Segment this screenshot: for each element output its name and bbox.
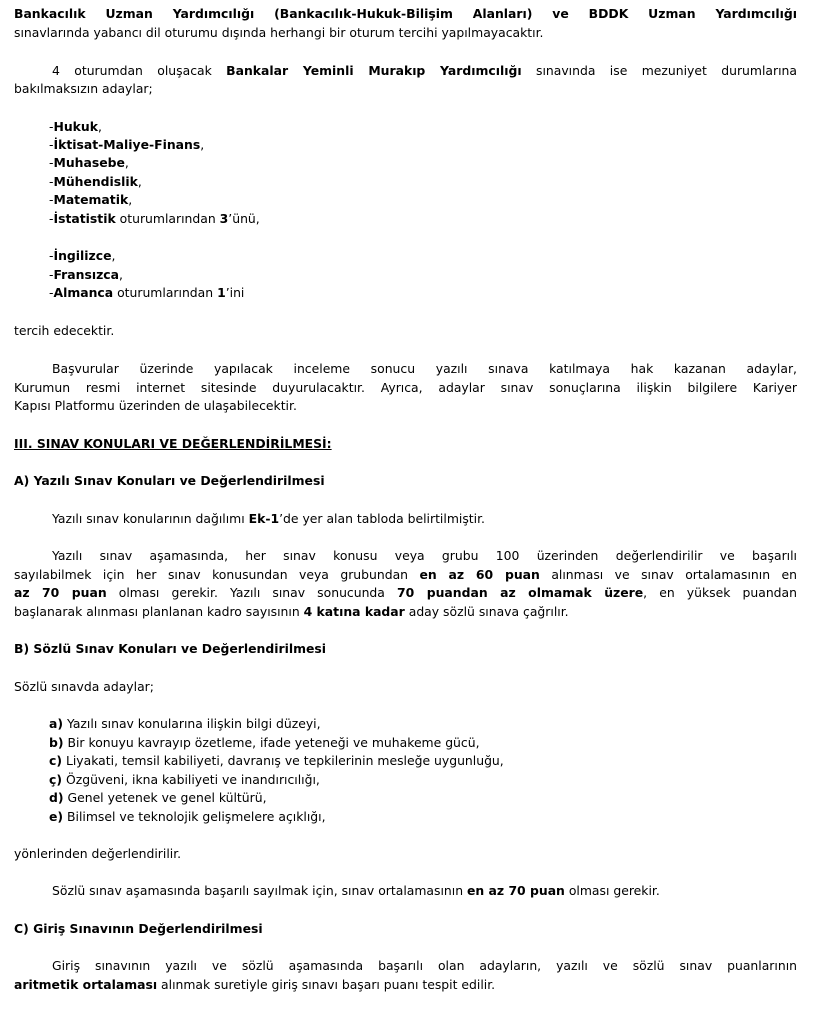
- p2-line1: [52, 62, 797, 80]
- p1-bold-exam-names: Bankacılık Uzman Yardımcılığı (Bankacılık-Hukuk-Bilişim Alanları) ve BDDK Uzman Yardımcılığı: [14, 6, 797, 21]
- p4-line2: Kurumun resmi internet sitesinde duyurulacaktır. Ayrıca, adaylar sınav sonuçlarına ilişkin bilgilere Kariyer: [14, 380, 797, 395]
- list-item: e) Bilimsel ve teknolojik gelişmelere açıklığı,: [49, 809, 326, 824]
- list-item: d) Genel yetenek ve genel kültürü,: [49, 790, 267, 805]
- p1-line1: [14, 5, 797, 23]
- pA2-line1: Yazılı sınav aşamasında, her sınav konusu veya grubu 100 üzerinden değerlendirilir ve başarılı: [52, 548, 797, 563]
- p4-line3: Kapısı Platformu üzerinden de ulaşabilecektir.: [14, 398, 297, 413]
- p2-text-a: 4 oturumdan oluşacak: [52, 63, 227, 78]
- p1-line2: sınavlarında yabancı dil oturumu dışında herhangi bir oturum tercihi yapılmayacaktır.: [14, 25, 544, 40]
- pA1-text: Yazılı sınav konularının dağılımı Ek-1’de yer alan tabloda belirtilmiştir.: [52, 511, 485, 526]
- list-item: -İngilizce,: [49, 248, 116, 263]
- subsection-title-c: C) Giriş Sınavının Değerlendirilmesi: [14, 921, 263, 936]
- p3-text: tercih edecektir.: [14, 323, 115, 338]
- p4-line1: Başvurular üzerinde yapılacak inceleme sonucu yazılı sınava katılmaya hak kazanan adaylar,: [52, 361, 797, 376]
- list-item: -Almanca oturumlarından 1’ini: [49, 285, 245, 300]
- list-item: -Matematik,: [49, 192, 133, 207]
- subsection-title-b: B) Sözlü Sınav Konuları ve Değerlendirilmesi: [14, 641, 327, 656]
- list-item: -Hukuk,: [49, 119, 102, 134]
- list-item: -Mühendislik,: [49, 174, 142, 189]
- p2-line2: bakılmaksızın adaylar;: [14, 81, 153, 96]
- list-item: -İstatistik oturumlarından 3’ünü,: [49, 211, 260, 226]
- p2-bold-exam: Bankalar Yeminli Murakıp Yardımcılığı: [226, 63, 522, 78]
- subsection-title-a: A) Yazılı Sınav Konuları ve Değerlendirilmesi: [14, 473, 325, 488]
- pA2-line2: sayılabilmek için her sınav konusundan veya grubundan en az 60 puan alınması ve sınav ortalamasının en: [14, 567, 797, 582]
- pB3-text: Sözlü sınav aşamasında başarılı sayılmak için, sınav ortalamasının en az 70 puan olması gerekir.: [52, 883, 660, 898]
- list-item: -İktisat-Maliye-Finans,: [49, 137, 205, 152]
- list-item: -Muhasebe,: [49, 155, 129, 170]
- pA2-line4: başlanarak alınması planlanan kadro sayısının 4 katına kadar aday sözlü sınava çağrılır.: [14, 604, 569, 619]
- list-item: -Fransızca,: [49, 267, 123, 282]
- pC1-line1: Giriş sınavının yazılı ve sözlü aşamasında başarılı olan adayların, yazılı ve sözlü sınav puanlarının: [52, 958, 797, 973]
- pC1-line2: aritmetik ortalaması alınmak suretiyle giriş sınavı başarı puanı tespit edilir.: [14, 977, 496, 992]
- pB2-text: yönlerinden değerlendirilir.: [14, 846, 182, 861]
- pB1-text: Sözlü sınavda adaylar;: [14, 679, 154, 694]
- list-item: ç) Özgüveni, ikna kabiliyeti ve inandırıcılığı,: [49, 772, 320, 787]
- list-item: c) Liyakati, temsil kabiliyeti, davranış ve tepkilerinin mesleğe uygunluğu,: [49, 753, 504, 768]
- list-item: a) Yazılı sınav konularına ilişkin bilgi düzeyi,: [49, 716, 321, 731]
- pA2-line3: az 70 puan olması gerekir. Yazılı sınav sonucunda 70 puandan az olmamak üzere, en yüksek puandan: [14, 585, 797, 600]
- list-item: b) Bir konuyu kavrayıp özetleme, ifade yeteneği ve muhakeme gücü,: [49, 735, 480, 750]
- section-title: III. SINAV KONULARI VE DEĞERLENDİRİLMESİ:: [14, 436, 332, 451]
- p2-text-c: sınavında ise mezuniyet durumlarına: [521, 63, 797, 78]
